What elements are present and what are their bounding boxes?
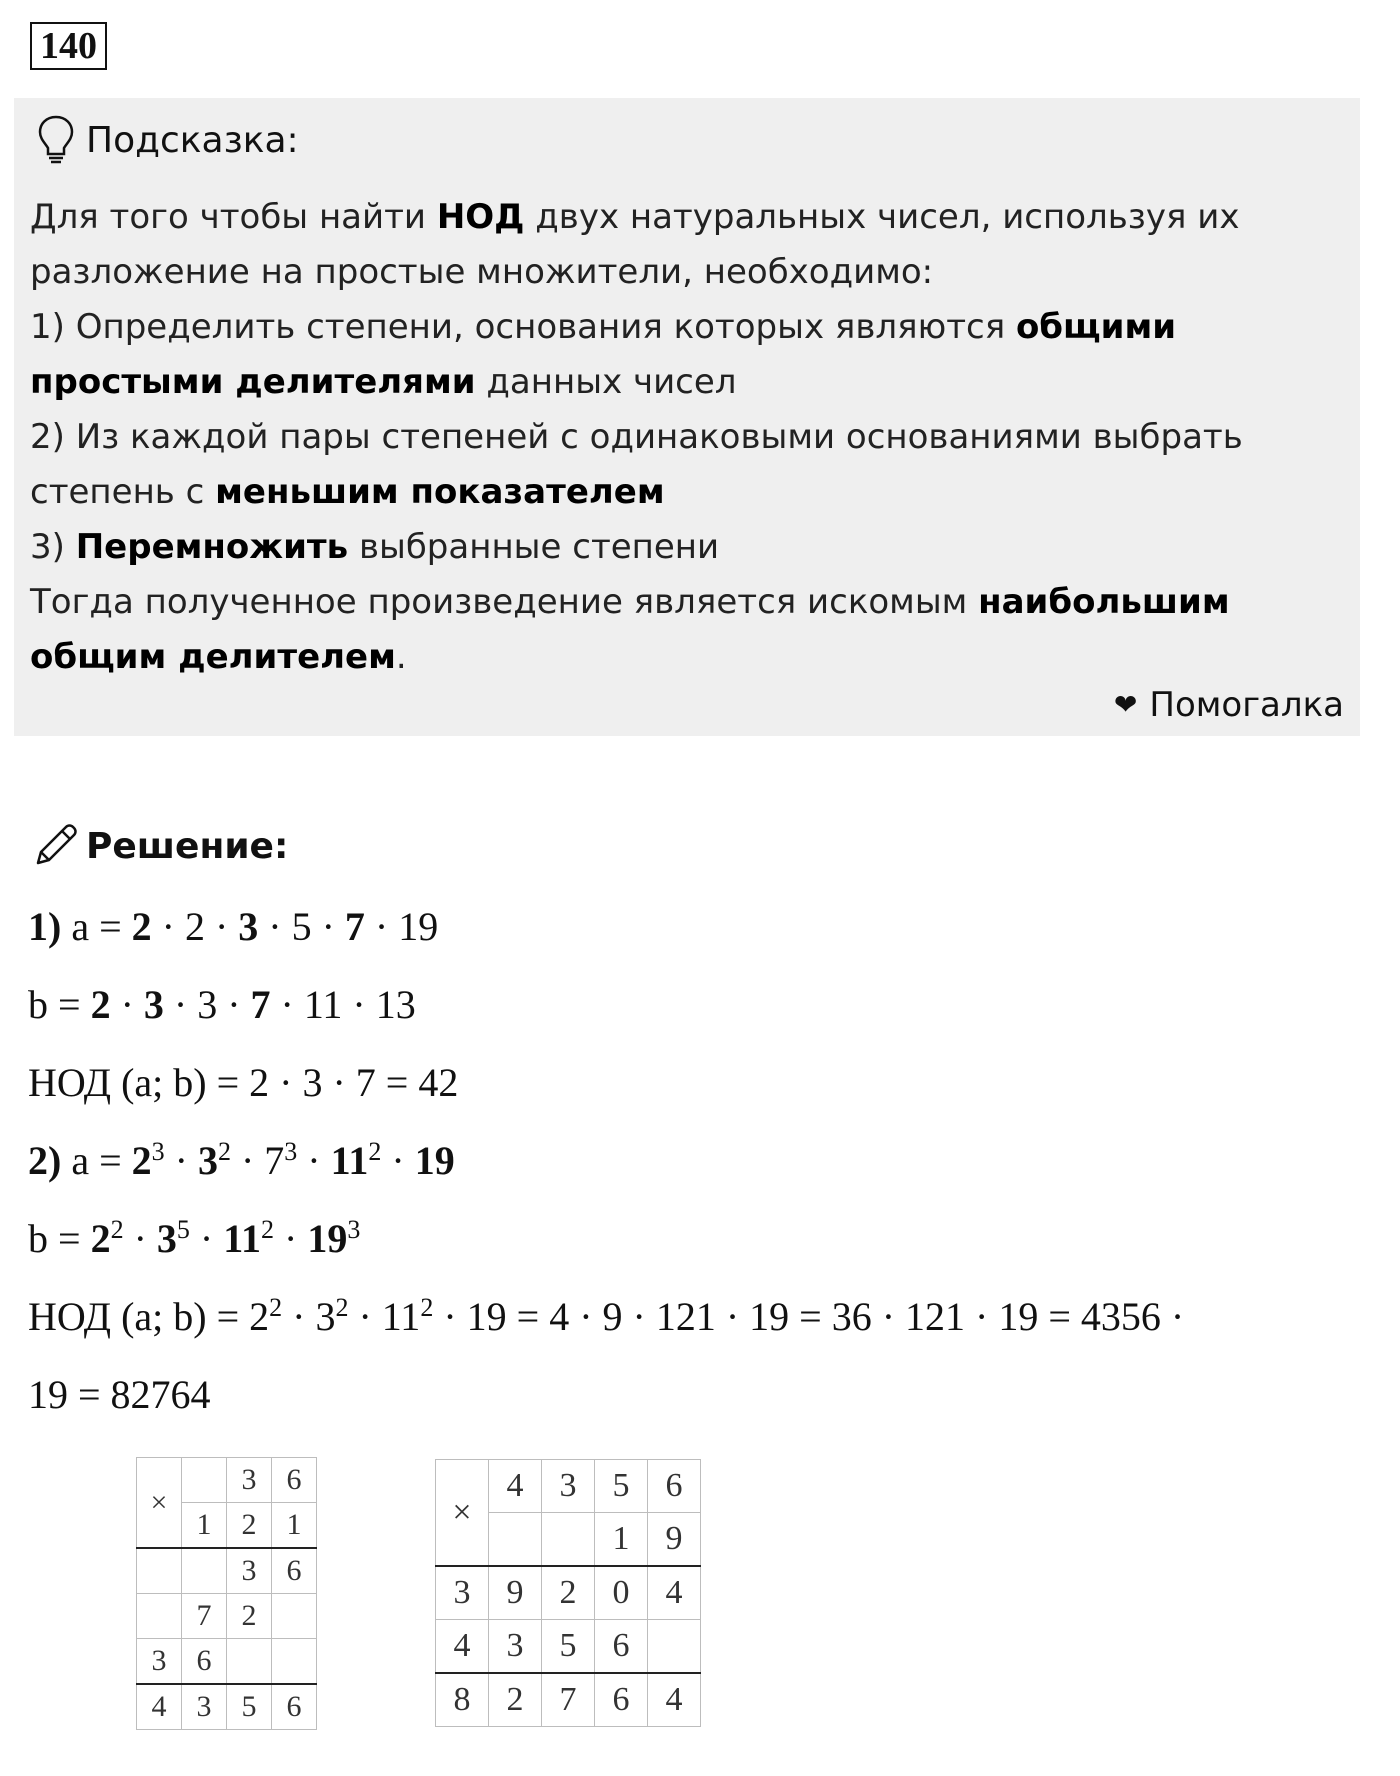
table-row [436,1673,701,1727]
digit-cell: 5 [227,1684,272,1730]
hint-line [30,245,1350,300]
text: · [189,1216,224,1261]
bold-text: 2 [131,1138,152,1183]
text: НОД (a; b) = 2 [28,1294,270,1339]
exponent: 3 [284,1137,298,1166]
text: разложение на простые множители, необходимо: [30,252,934,292]
text: 1) Определить степени, основания которых являются [30,307,1016,347]
text: · 19 [364,904,439,949]
solution-line [28,1200,1378,1278]
digit-cell: 2 [227,1503,272,1549]
hint-line [30,465,1350,520]
bold-text: общими [1015,307,1177,347]
digit-cell: 1 [595,1513,648,1567]
solution-line [28,1044,1378,1122]
digit-cell [137,1594,182,1639]
solution-line [28,888,1378,966]
text: 19 = 82764 [28,1372,211,1417]
exponent: 3 [151,1137,165,1166]
digit-cell [137,1548,182,1594]
text: b = [28,982,91,1027]
bold-text: 11 [330,1138,369,1183]
digit-cell [272,1594,317,1639]
digit-cell: 6 [595,1620,648,1674]
bold-text: 2 [90,1216,111,1261]
text: · 5 · [258,904,345,949]
digit-cell: 7 [542,1673,595,1727]
text: · [274,1216,308,1261]
table-row [137,1639,317,1685]
digit-cell [542,1513,595,1567]
bold-text: общим делителем [30,637,396,677]
exponent: 2 [217,1137,231,1166]
bold-text: Перемножить [75,527,349,567]
text: 2) Из каждой пары степеней с одинаковыми основаниями выбрать [30,417,1243,457]
text: · [164,1138,198,1183]
bold-text: 3 [156,1216,177,1261]
text: · 11 [348,1294,421,1339]
table-row [436,1460,701,1513]
digit-cell: × [137,1458,182,1549]
text: · 11 · 13 [270,982,416,1027]
digit-cell: 3 [227,1548,272,1594]
exponent: 3 [347,1215,361,1244]
digit-cell: 2 [489,1673,542,1727]
bold-text: 7 [344,904,365,949]
hint-line [30,630,1350,685]
text: Тогда полученное произведение является искомым [30,582,979,622]
exponent: 2 [368,1137,382,1166]
digit-cell [227,1639,272,1685]
hint-line [30,355,1350,410]
digit-cell [489,1513,542,1567]
exponent: 2 [269,1293,283,1322]
hint-title: Подсказка: [86,119,299,161]
bold-text: 3 [197,1138,218,1183]
text: · [123,1216,157,1261]
solution-line [28,1278,1378,1356]
text: · 7 [230,1138,285,1183]
text: · 19 = 4 · 9 · 121 · 19 = 36 · 121 · 19 = 4356 · [433,1294,1185,1339]
hint-line [30,190,1350,245]
bold-text: 1) [28,904,62,949]
digit-cell: 5 [595,1460,648,1513]
digit-cell: 1 [272,1503,317,1549]
bold-text: 19 [414,1138,455,1183]
text: a = [61,904,132,949]
exponent: 2 [420,1293,434,1322]
digit-cell: 3 [182,1684,227,1730]
text: b = [28,1216,91,1261]
table-row [137,1458,317,1503]
digit-cell: 4 [489,1460,542,1513]
solution-line [28,966,1378,1044]
exponent: 2 [261,1215,275,1244]
table-row [436,1620,701,1674]
bold-text: наибольшим [978,582,1230,622]
digit-cell: 4 [137,1684,182,1730]
digit-cell: 6 [272,1684,317,1730]
digit-cell: 5 [542,1620,595,1674]
exponent: 2 [335,1293,349,1322]
multiplication-table-1 [136,1457,317,1730]
credit [1114,678,1344,732]
bold-text: 3 [143,982,164,1027]
hint-line [30,300,1350,355]
text: . [395,637,407,677]
digit-cell: 4 [648,1673,701,1727]
digit-cell: 9 [648,1513,701,1567]
digit-cell: 3 [436,1566,489,1620]
hint-line [30,520,1350,575]
bold-text: 7 [250,982,271,1027]
solution-line [28,1356,1378,1434]
digit-cell: 4 [648,1566,701,1620]
digit-cell: 8 [436,1673,489,1727]
digit-cell: 3 [542,1460,595,1513]
bold-text: 3 [238,904,259,949]
bold-text: НОД [436,197,525,237]
hint-header [36,110,299,170]
text: · 3 · [163,982,251,1027]
digit-cell: 3 [489,1620,542,1674]
heart-icon: ❤ [1113,688,1138,721]
text: Для того чтобы найти [30,197,437,237]
digit-cell: 0 [595,1566,648,1620]
table-row [137,1548,317,1594]
table-row [137,1684,317,1730]
hint-box [14,98,1360,736]
pencil-icon [30,821,80,871]
text: a = [61,1138,132,1183]
solution-body [28,888,1378,1434]
text: · [381,1138,415,1183]
digit-cell [272,1639,317,1685]
digit-cell: 7 [182,1594,227,1639]
text: выбранные степени [348,527,720,567]
hint-text [30,190,1350,685]
text: · [110,982,144,1027]
text: НОД (a; b) = 2 · 3 · 7 = 42 [28,1060,459,1105]
digit-cell [182,1548,227,1594]
exponent: 2 [110,1215,124,1244]
text: степень с [30,472,216,512]
text: двух натуральных чисел, используя их [524,197,1240,237]
hint-line [30,575,1350,630]
text: · 3 [282,1294,336,1339]
digit-cell: 6 [272,1548,317,1594]
table-row [137,1594,317,1639]
task-number: 140 [30,22,107,70]
solution-title: Решение: [86,825,289,867]
hint-line [30,410,1350,465]
exponent: 5 [176,1215,190,1244]
bold-text: 11 [223,1216,262,1261]
digit-cell: × [436,1460,489,1567]
digit-cell: 3 [227,1458,272,1503]
lightbulb-icon [36,114,76,166]
digit-cell: 1 [182,1503,227,1549]
digit-cell: 6 [182,1639,227,1685]
multiplication-table-2 [435,1459,701,1727]
digit-cell [182,1458,227,1503]
digit-cell: 4 [436,1620,489,1674]
digit-cell: 9 [489,1566,542,1620]
solution-line [28,1122,1378,1200]
digit-cell: 2 [542,1566,595,1620]
text: · [297,1138,331,1183]
bold-text: 19 [307,1216,348,1261]
bold-text: простыми делителями [30,362,476,402]
digit-cell: 6 [272,1458,317,1503]
digit-cell: 6 [595,1673,648,1727]
digit-cell: 6 [648,1460,701,1513]
digit-cell: 2 [227,1594,272,1639]
bold-text: меньшим показателем [215,472,665,512]
text: данных чисел [475,362,737,402]
credit-label: Помогалка [1149,685,1344,725]
solution-header [30,818,288,874]
digit-cell: 3 [137,1639,182,1685]
bold-text: 2) [28,1138,62,1183]
digit-cell [648,1620,701,1674]
table-row [436,1566,701,1620]
text: 3) [30,527,76,567]
bold-text: 2 [90,982,111,1027]
bold-text: 2 [131,904,152,949]
text: · 2 · [151,904,239,949]
